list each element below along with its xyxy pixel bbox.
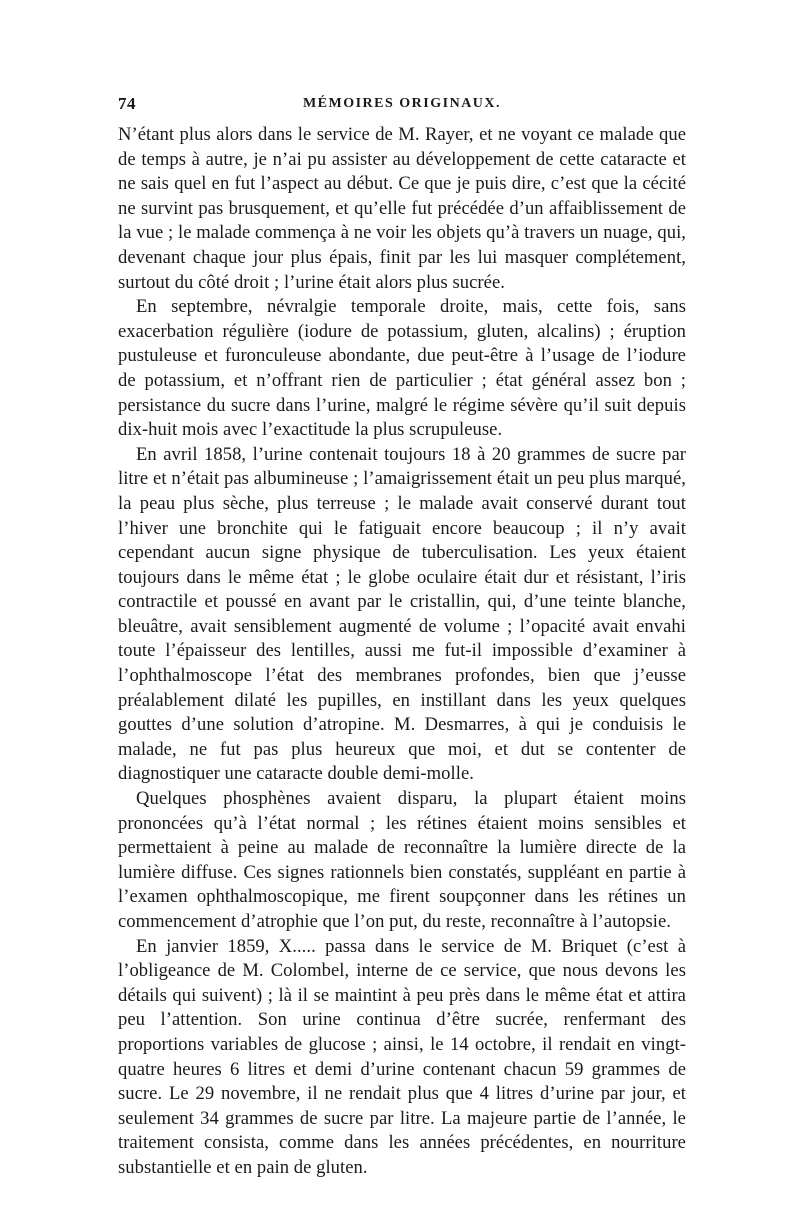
paragraph-3: En avril 1858, l’urine contenait toujours 18 à 20 grammes de sucre par litre et n’était pas albumineuse ; l’amaigrissement était un peu plus marqué, la peau plus sèche, plus terreuse ; le malade avait conservé durant tout l’hiver une bronchite qui le fatiguait encore beaucoup ; il n’y avait cependant aucun signe physique de tuberculisation. Les yeux étaient toujours dans le même état ; le globe oculaire était dur et résistant, l’iris contractile et poussé en avant par le cristallin, qui, d’une teinte blanche, bleuâtre, avait sensiblement augmenté de volume ; l’opacité avait envahi toute l’épaisseur des lentilles, aussi me fut-il impossible d’examiner à l’ophthalmoscope l’état des membranes profondes, bien que j’eusse préalablement dilaté les pupilles, en instillant dans les yeux quelques gouttes d’une solution d’atropine. M. Desmarres, à qui je conduisis le malade, ne fut pas plus heureux que moi, et dut se contenter de diagnostiquer une cataracte double demi-molle. [118,443,686,785]
paragraph-2: En septembre, névralgie temporale droite, mais, cette fois, sans exacerbation régulière (iodure de potassium, gluten, alcalins) ; éruption pustuleuse et furonculeuse abondante, due peut-être à l’usage de l’iodure de potassium, et n’offrant rien de particulier ; état général assez bon ; persistance du sucre dans l’urine, malgré le régime sévère qu’il suit depuis dix-huit mois avec l’exactitude la plus scrupuleuse. [118,296,686,441]
paragraph-5: En janvier 1859, X..... passa dans le service de M. Briquet (c’est à l’obligeance de M. Colombel, interne de ce service, que nous devons les détails qui suivent) ; là il se maintint à peu près dans le même état et attira peu l’attention. Son urine continua d’être sucrée, renfermant des proportions variables de glucose ; ainsi, le 14 octobre, il rendait en vingt-quatre heures 6 litres et demi d’urine contenant chacun 59 grammes de sucre. Le 29 novembre, il ne rendait plus que 4 litres d’urine par jour, et seulement 34 grammes de sucre par litre. La majeure partie de l’année, le traitement consista, comme dans les années précédentes, en nourriture substantielle et en pain de gluten. [118,935,686,1178]
body-text [118,123,686,1181]
running-head [118,94,686,118]
paragraph-4: Quelques phosphènes avaient disparu, la plupart étaient moins prononcées qu’à l’état normal ; les rétines étaient moins sensibles et permettaient à peine au malade de reconnaître la lumière directe de la lumière diffuse. Ces signes rationnels bien constatés, suppléant en partie à l’examen ophthalmoscopique, me firent soupçonner dans les rétines un commencement d’atrophie que l’on put, du reste, reconnaître à l’autopsie. [118,788,686,932]
page-number: 74 [118,94,136,113]
paragraph-1: N’étant plus alors dans le service de M. Rayer, et ne voyant ce malade que de temps à autre, je n’ai pu assister au développement de cette cataracte et ne sais quel en fut l’aspect au début. Ce que je puis dire, c’est que la cécité ne survint pas brusquement, et qu’elle fut précédée d’un affaiblissement de la vue ; le malade commença à ne voir les objets qu’à travers un nuage, qui, devenant chaque jour plus épais, finit par les lui masquer complétement, surtout du côté droit ; l’urine était alors plus sucrée. [118,124,686,293]
running-title: MÉMOIRES ORIGINAUX. [302,96,502,111]
